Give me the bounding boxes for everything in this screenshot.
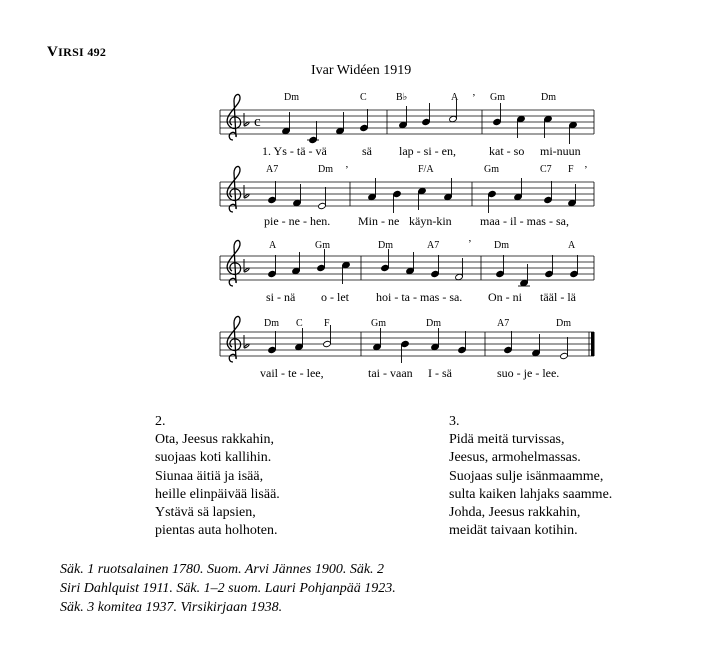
lyric-syllables: tai - vaan xyxy=(368,366,413,380)
breath-mark-icon: ’ xyxy=(468,238,472,250)
verse-number: 2. xyxy=(155,414,166,429)
lyric-syllables: hoi - ta - mas - sa. xyxy=(376,290,463,304)
lyric-syllables: Min - ne xyxy=(358,214,400,228)
lyric-syllables: lap - si - en, xyxy=(399,144,456,158)
chord-symbol: Dm xyxy=(426,318,441,329)
lyric-syllables: sä xyxy=(362,144,372,158)
chord-symbol: Dm xyxy=(556,318,571,329)
verse-line: Ota, Jeesus rakkahin, xyxy=(155,432,274,448)
credit-line: Siri Dahlquist 1911. Säk. 1–2 suom. Lauri Pohjanpää 1923. xyxy=(60,581,396,596)
lyric-syllables: o - let xyxy=(321,290,349,304)
chord-symbol: Gm xyxy=(315,240,330,251)
hymn-title: VIRSI 492 xyxy=(47,44,107,60)
lyric-syllables: vail - te - lee, xyxy=(260,366,324,380)
lyric-syllables: pie - ne - hen. xyxy=(264,214,331,228)
verse-line: heille elinpäivää lisää. xyxy=(155,486,280,502)
breath-mark-icon: ’ xyxy=(345,164,349,176)
chord-symbol: Dm xyxy=(541,92,556,103)
verse-2 xyxy=(155,413,280,540)
lyric-syllables: I - sä xyxy=(428,366,452,380)
staff-system-4 xyxy=(220,316,595,380)
chord-symbol: A7 xyxy=(266,164,279,175)
chord-symbol: Dm xyxy=(494,240,509,251)
lyric-syllables: 1. Ys - tä - vä xyxy=(262,144,327,158)
treble-clef-icon xyxy=(227,166,240,212)
verse-3 xyxy=(449,413,612,540)
verse-line: Jeesus, armohelmassas. xyxy=(449,450,581,466)
verse-line: Siunaa äitiä ja isää, xyxy=(155,468,264,484)
treble-clef-icon xyxy=(227,240,240,286)
common-time-icon: c xyxy=(254,114,261,130)
lyric-syllables: kat - so xyxy=(489,144,525,158)
chord-symbol: A xyxy=(451,92,459,103)
chord-symbol: F xyxy=(324,318,330,329)
lyric-syllables: maa - il - mas - sa, xyxy=(480,214,569,228)
staff-system-2 xyxy=(220,164,594,228)
chord-symbol: A7 xyxy=(497,318,510,329)
chord-symbol: A7 xyxy=(427,240,440,251)
verse-line: Suojaas sulje isänmaamme, xyxy=(449,468,604,484)
final-barline xyxy=(591,332,595,356)
lyric-syllables: tääl - lä xyxy=(540,290,576,304)
chord-symbol: Dm xyxy=(378,240,393,251)
chord-symbol: F xyxy=(568,164,574,175)
verse-line: Pidä meitä turvissas, xyxy=(449,432,565,448)
verse-number: 3. xyxy=(449,414,460,429)
chord-symbol: A xyxy=(568,240,576,251)
flat-key-signature-icon xyxy=(244,335,249,348)
flat-key-signature-icon xyxy=(244,113,249,126)
chord-symbol: Dm xyxy=(318,164,333,175)
chord-symbol: C7 xyxy=(540,164,552,175)
verse-line: Johda, Jeesus rakkahin, xyxy=(449,505,581,521)
chord-symbol: Dm xyxy=(284,92,299,103)
chord-symbol: B♭ xyxy=(396,92,408,103)
chord-symbol: C xyxy=(360,92,367,103)
verse-line: sulta kaiken lahjaks saamme. xyxy=(449,486,613,502)
chord-symbol: F/A xyxy=(418,164,434,175)
verse-line: meidät taivaan kotihin. xyxy=(449,523,578,539)
credit-line: Säk. 1 ruotsalainen 1780. Suom. Arvi Jännes 1900. Säk. 2 xyxy=(60,562,385,577)
note-group xyxy=(268,178,577,213)
lyric-syllables: käyn-kin xyxy=(409,214,452,228)
composer-credit: Ivar Widéen 1919 xyxy=(311,63,412,78)
verse-line: Ystävä sä lapsien, xyxy=(155,505,256,521)
flat-key-signature-icon xyxy=(244,185,249,198)
treble-clef-icon xyxy=(227,94,240,140)
chord-symbol: Gm xyxy=(371,318,386,329)
credit-line: Säk. 3 komitea 1937. Virsikirjaan 1938. xyxy=(60,600,283,615)
lyric-syllables: si - nä xyxy=(266,290,296,304)
staff-system-3 xyxy=(220,238,594,304)
chord-symbol: Dm xyxy=(264,318,279,329)
chord-symbol: A xyxy=(269,240,277,251)
staff-system-1 xyxy=(220,92,594,158)
treble-clef-icon xyxy=(227,316,240,362)
lyric-syllables: suo - je - lee. xyxy=(497,366,560,380)
lyric-syllables: mi-nuun xyxy=(540,144,581,158)
verse-line: pientas auta holhoten. xyxy=(155,523,278,539)
verse-line: suojaas koti kallihin. xyxy=(155,450,272,466)
flat-key-signature-icon xyxy=(244,259,249,272)
lyric-syllables: On - ni xyxy=(488,290,522,304)
chord-symbol: C xyxy=(296,318,303,329)
breath-mark-icon: ’ xyxy=(584,164,588,176)
breath-mark-icon: ’ xyxy=(472,92,476,104)
chord-symbol: Gm xyxy=(490,92,505,103)
chord-symbol: Gm xyxy=(484,164,499,175)
translation-credits xyxy=(60,560,396,617)
